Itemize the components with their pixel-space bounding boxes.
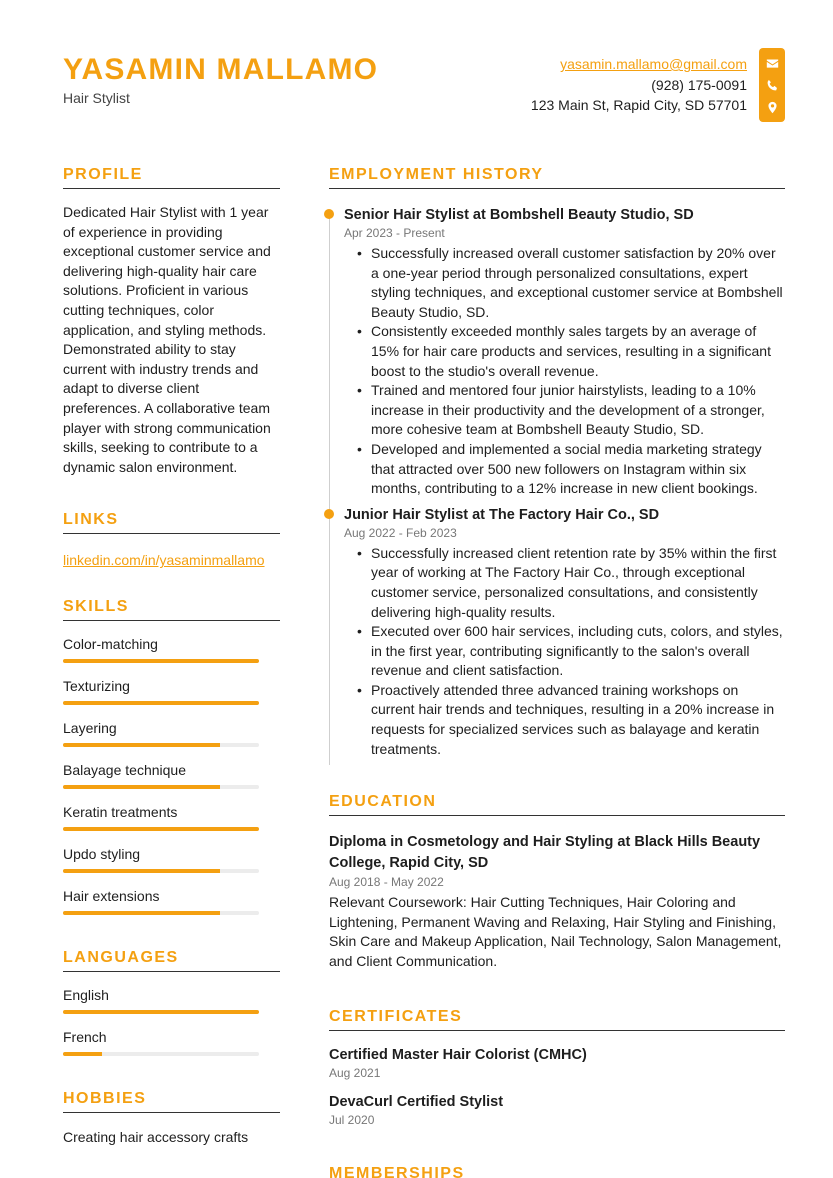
timeline-dot <box>324 209 334 219</box>
language-item <box>63 1028 280 1056</box>
skill-item <box>63 719 280 747</box>
timeline-dot <box>324 509 334 519</box>
skill-item <box>63 803 280 831</box>
map-pin-icon <box>766 101 779 114</box>
envelope-icon <box>766 57 779 70</box>
skill-level-track <box>63 911 259 915</box>
certificate-title: Certified Master Hair Colorist (CMHC) <box>329 1046 587 1063</box>
language-level-track <box>63 1010 259 1014</box>
hobbies-heading: HOBBIES <box>63 1090 280 1113</box>
employment-heading: EMPLOYMENT HISTORY <box>329 166 785 189</box>
skill-label: Texturizing <box>63 678 130 695</box>
profile-section <box>63 166 280 477</box>
skill-level-track <box>63 785 259 789</box>
skill-level-track <box>63 743 259 747</box>
links-section <box>63 511 280 568</box>
skill-item <box>63 677 280 705</box>
education-description: Relevant Coursework: Hair Cutting Techniques, Hair Coloring and Lightening, Permanent Waving and Relaxing, Hair Styling and Finishing, Skin Care and Makeup Application, Nail Technology, Salon Management, and Client Communication. <box>329 894 782 970</box>
skill-level-fill <box>63 869 220 873</box>
profile-text: Dedicated Hair Stylist with 1 year of experience in providing exceptional customer service and delivering high-quality hair care solutions. Proficient in various cutting techniques, color application, and styling methods. Demonstrated ability to stay current with industry trends and adapt to diverse client preferences. A collaborative team player with strong communication skills, seeking to contribute to a dynamic salon environment. <box>63 204 271 475</box>
email-link[interactable]: yasamin.mallamo@gmail.com <box>560 56 747 72</box>
job-bullets <box>344 244 785 499</box>
language-level-fill <box>63 1052 102 1056</box>
skill-label: Keratin treatments <box>63 804 178 821</box>
skill-label: Color-matching <box>63 636 158 653</box>
job-entry <box>344 205 785 499</box>
skills-section <box>63 598 280 915</box>
job-bullet: • Successfully increased overall customer satisfaction by 20% over a one-year period through personalized consultations, expert styling techniques, and exceptional customer service at Bombshell Beauty Studio, SD. <box>344 244 785 322</box>
links-heading: LINKS <box>63 511 280 534</box>
skill-level-fill <box>63 743 220 747</box>
candidate-name: YASAMIN MALLAMO <box>63 53 379 86</box>
certificate-entry <box>329 1092 785 1129</box>
certificates-heading: CERTIFICATES <box>329 1008 785 1031</box>
language-label: English <box>63 987 109 1004</box>
skill-level-track <box>63 869 259 873</box>
profile-heading: PROFILE <box>63 166 280 189</box>
job-bullet: • Consistently exceeded monthly sales targets by an average of 15% for hair care products and services, resulting in a significant boost to the studio's overall revenue. <box>344 322 785 381</box>
skill-level-fill <box>63 785 220 789</box>
skill-item <box>63 845 280 873</box>
language-label: French <box>63 1029 107 1046</box>
skill-item <box>63 887 280 915</box>
certificate-date: Aug 2021 <box>329 1065 381 1080</box>
skill-level-fill <box>63 659 259 663</box>
skill-level-track <box>63 659 259 663</box>
languages-heading: LANGUAGES <box>63 949 280 972</box>
education-date: Aug 2018 - May 2022 <box>329 875 444 890</box>
hobbies-section <box>63 1090 280 1145</box>
education-heading: EDUCATION <box>329 793 785 816</box>
contact-icon-bar <box>759 48 785 122</box>
education-section <box>329 793 785 971</box>
resume-header <box>63 52 378 106</box>
job-title: Senior Hair Stylist at Bombshell Beauty Studio, SD <box>344 207 694 223</box>
skill-item <box>63 635 280 663</box>
contact-info <box>531 54 747 116</box>
candidate-job-title: Hair Stylist <box>63 90 130 106</box>
skill-level-fill <box>63 911 220 915</box>
job-title: Junior Hair Stylist at The Factory Hair Co., SD <box>344 506 660 523</box>
right-column <box>329 166 785 1178</box>
job-date: Apr 2023 - Present <box>344 226 445 240</box>
job-bullet: • Developed and implemented a social media marketing strategy that attracted over 500 new followers on Instagram within six months, contributing to a 12% increase in new client bookings. <box>344 440 785 499</box>
job-date: Aug 2022 - Feb 2023 <box>344 525 457 540</box>
phone-icon <box>766 79 779 92</box>
languages-section <box>63 949 280 1056</box>
address: 123 Main St, Rapid City, SD 57701 <box>530 97 747 113</box>
skill-label: Updo styling <box>63 846 141 863</box>
skill-level-fill <box>63 701 259 705</box>
education-title: Diploma in Cosmetology and Hair Styling at Black Hills Beauty College, Rapid City, SD <box>329 834 761 872</box>
skills-heading: SKILLS <box>63 598 280 621</box>
skill-item <box>63 761 280 789</box>
job-bullet: • Executed over 600 hair services, including cuts, colors, and styles, in the first year, contributing significantly to the salon's overall revenue and client satisfaction. <box>344 622 785 681</box>
job-entry <box>344 505 785 760</box>
job-bullet: • Trained and mentored four junior hairstylists, leading to a 10% increase in their productivity and the development of a stronger, more cohesive team at Bombshell Beauty Studio, SD. <box>344 381 785 440</box>
language-level-track <box>63 1052 259 1056</box>
employment-timeline <box>329 205 785 759</box>
job-bullet: • Successfully increased client retention rate by 35% within the first year of working at The Factory Hair Co., through exceptional customer service, personalized consultations, and consistently delivering high-quality results. <box>344 544 785 622</box>
certificate-date: Jul 2020 <box>329 1112 375 1127</box>
certificate-title: DevaCurl Certified Stylist <box>329 1093 504 1110</box>
skill-label: Balayage technique <box>63 762 186 779</box>
skill-label: Layering <box>63 720 117 737</box>
language-item <box>63 986 280 1014</box>
education-entry <box>329 832 785 971</box>
skill-level-track <box>63 827 259 831</box>
memberships-section <box>329 1165 785 1178</box>
certificates-section <box>329 1008 785 1129</box>
employment-section <box>329 166 785 759</box>
skill-level-fill <box>63 827 259 831</box>
skill-level-track <box>63 701 259 705</box>
skill-label: Hair extensions <box>63 888 160 905</box>
hobby-item: Creating hair accessory crafts <box>63 1129 249 1146</box>
memberships-heading: MEMBERSHIPS <box>329 1164 465 1178</box>
phone-number: (928) 175-0091 <box>651 76 747 93</box>
language-level-fill <box>63 1010 259 1014</box>
left-column <box>63 166 280 1178</box>
job-bullet: • Proactively attended three advanced training workshops on current hair trends and techniques, resulting in a 20% increase in requests for specialized services such as balayage and keratin treatments. <box>344 681 785 759</box>
job-bullets <box>344 544 785 760</box>
linkedin-link[interactable]: linkedin.com/in/yasaminmallamo <box>63 552 265 569</box>
certificate-entry <box>329 1045 785 1082</box>
